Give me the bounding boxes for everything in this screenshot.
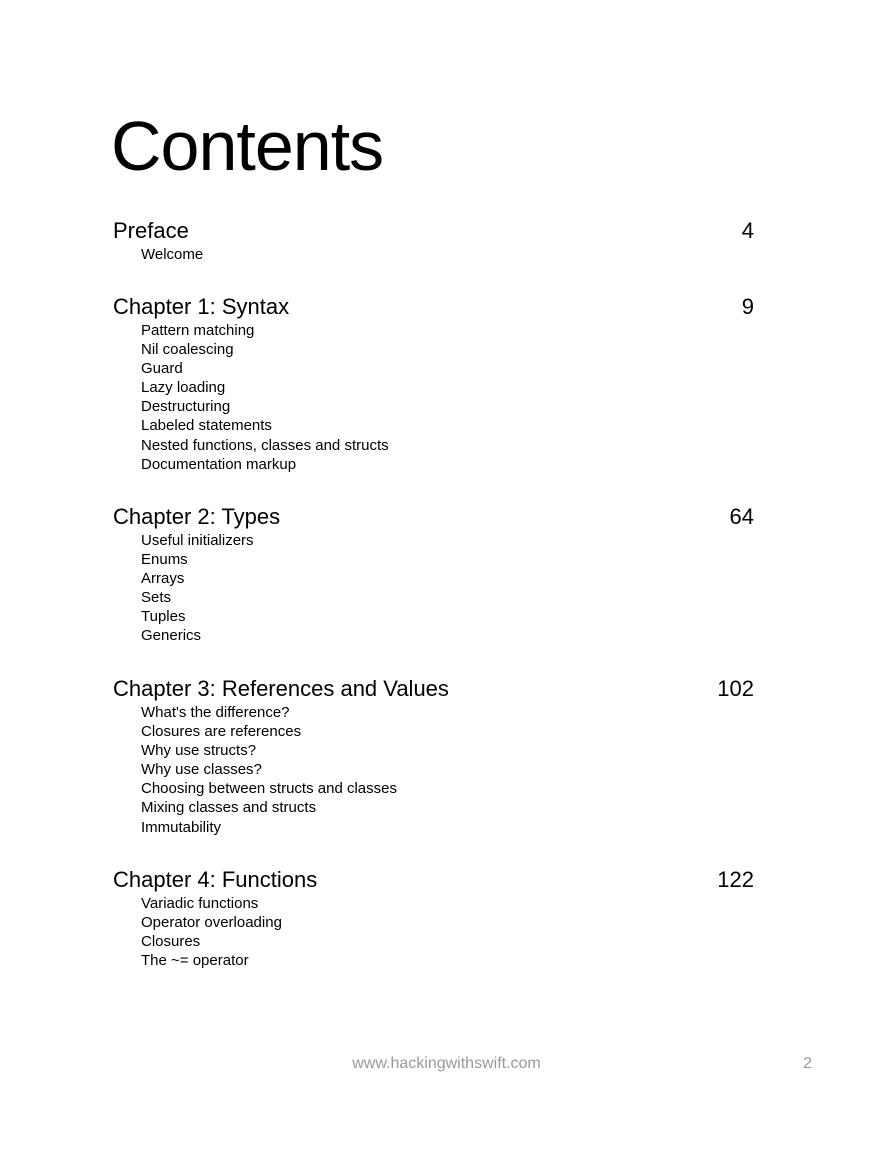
- section-item[interactable]: What's the difference?: [141, 704, 290, 721]
- section-item[interactable]: Documentation markup: [141, 455, 297, 473]
- footer-page-number: 2: [803, 1055, 812, 1072]
- toc-entry-title[interactable]: Chapter 3: References and Values: [113, 676, 449, 701]
- section-item[interactable]: Variadic functions: [141, 895, 259, 912]
- section-item[interactable]: Why use structs?: [141, 742, 257, 760]
- section-item[interactable]: Lazy loading: [141, 379, 226, 397]
- section-list: [113, 321, 754, 474]
- toc-entry-preface[interactable]: [113, 217, 754, 264]
- section-item[interactable]: Immutability: [141, 818, 222, 836]
- toc-entry-title[interactable]: Chapter 4: Functions: [113, 867, 318, 892]
- section-item[interactable]: Sets: [141, 589, 172, 607]
- section-item[interactable]: Destructuring: [141, 398, 231, 416]
- toc-entry-header: [113, 675, 754, 703]
- toc-entry-page-number: 122: [717, 867, 754, 892]
- section-item[interactable]: Nested functions, classes and structs: [141, 436, 389, 454]
- toc-entry-header: [113, 217, 754, 245]
- section-list: [113, 703, 754, 837]
- toc-entry-chapter-4[interactable]: [113, 866, 754, 970]
- section-list: [113, 245, 754, 264]
- toc-entry-title[interactable]: Chapter 2: Types: [113, 504, 281, 529]
- toc-entry-page-number: 64: [729, 504, 754, 529]
- section-item[interactable]: Why use classes?: [141, 761, 262, 779]
- section-list: [113, 894, 754, 970]
- toc-entry-header: [113, 293, 754, 321]
- section-item[interactable]: Enums: [141, 551, 188, 569]
- section-item[interactable]: Useful initializers: [141, 532, 254, 549]
- toc-entry-header: [113, 866, 754, 894]
- toc-entry-header: [113, 503, 754, 531]
- section-item[interactable]: Closures are references: [141, 723, 302, 741]
- section-item[interactable]: Guard: [141, 360, 183, 378]
- section-item[interactable]: Tuples: [141, 608, 186, 626]
- section-item[interactable]: Closures: [141, 933, 201, 951]
- toc-entry-chapter-2[interactable]: [113, 503, 754, 646]
- toc-entry-page-number: 4: [741, 218, 754, 243]
- section-item[interactable]: Choosing between structs and classes: [141, 780, 397, 798]
- section-item[interactable]: Pattern matching: [141, 322, 255, 339]
- section-item[interactable]: Nil coalescing: [141, 341, 234, 359]
- page-title: Contents: [111, 107, 384, 185]
- section-list: [113, 531, 754, 646]
- toc-entry-page-number: 9: [741, 294, 754, 319]
- section-item[interactable]: Operator overloading: [141, 914, 282, 932]
- section-item[interactable]: Labeled statements: [141, 417, 272, 435]
- toc-entry-title[interactable]: Preface: [113, 218, 189, 243]
- section-item[interactable]: The ~= operator: [141, 952, 249, 970]
- section-item[interactable]: Mixing classes and structs: [141, 799, 317, 817]
- section-item[interactable]: Arrays: [141, 570, 185, 588]
- footer-website-url: www.hackingwithswift.com: [352, 1055, 541, 1072]
- section-item[interactable]: Generics: [141, 627, 202, 645]
- section-item[interactable]: Welcome: [141, 246, 204, 263]
- toc-entry-title[interactable]: Chapter 1: Syntax: [113, 294, 290, 319]
- toc-entry-chapter-1[interactable]: [113, 293, 754, 474]
- toc-entry-page-number: 102: [717, 676, 754, 701]
- toc-entry-chapter-3[interactable]: [113, 675, 754, 837]
